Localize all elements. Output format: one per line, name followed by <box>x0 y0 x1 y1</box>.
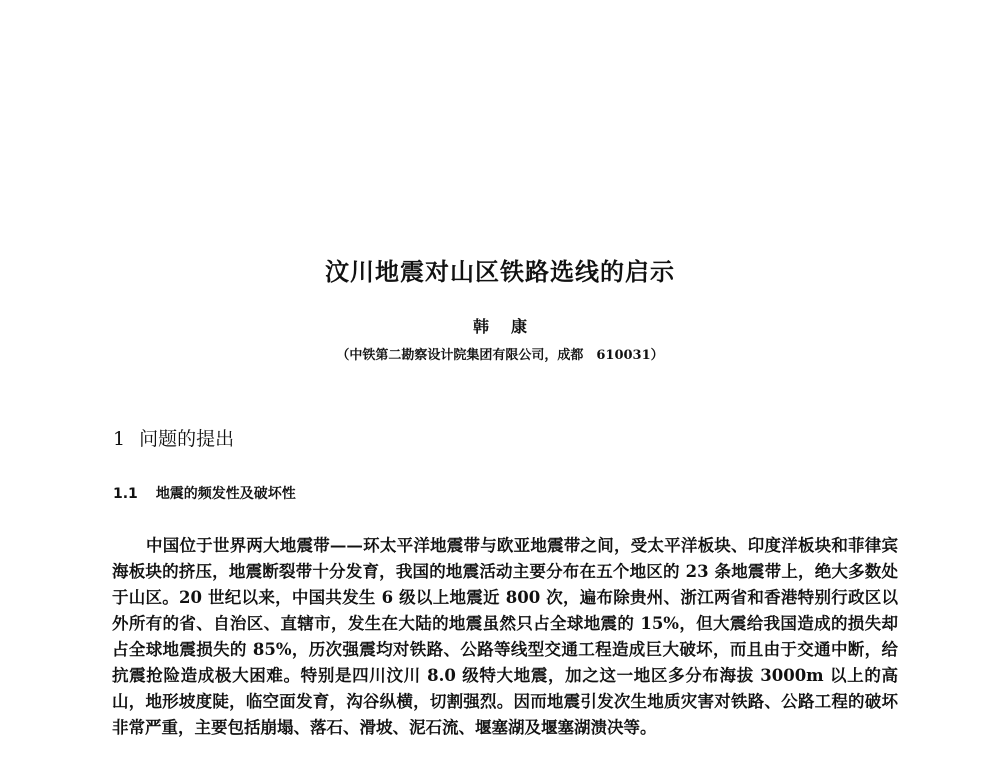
paper-title: 汶川地震对山区铁路选线的启示 <box>325 258 675 286</box>
subsection-heading <box>113 483 296 503</box>
subsection-number: 1.1 <box>113 486 138 502</box>
section-number: 1 <box>113 428 126 450</box>
section-heading <box>113 424 234 451</box>
body-paragraph: 中国位于世界两大地震带——环太平洋地震带与欧亚地震带之间，受太平洋板块、印度洋板块和菲律宾海板块的挤压，地震断裂带十分发育，我国的地震活动主要分布在五个地区的 23 条地震带上，绝大多数处于山区。20 世纪以来，中国共发生 6 级以上地震近 800 次，遍布除贵州、浙江两省和香港特别行政区以外所有的省、自治区、直辖市，发生在大陆的地震虽然只占全球地震的 15%，但大震给我国造成的损失却占全球地震损失的 85%，历次强震均对铁路、公路等线型交通工程造成巨大破坏，而且由于交通中断，给抗震抢险造成极大困难。特别是四川汶川 8.0 级特大地震，加之这一地区多分布海拔 3000m 以上的高山，地形坡度陡，临空面发育，沟谷纵横，切割强烈。因而地震引发次生地质灾害对铁路、公路工程的破坏非常严重，主要包括崩塌、落石、滑坡、泥石流、堰塞湖及堰塞湖溃决等。 <box>112 535 898 737</box>
section-title: 问题的提出 <box>139 428 235 450</box>
author-affiliation: （中铁第二勘察设计院集团有限公司，成都 610031） <box>336 348 664 363</box>
subsection-title: 地震的频发性及破坏性 <box>155 486 296 502</box>
author-name: 韩康 <box>472 317 549 336</box>
